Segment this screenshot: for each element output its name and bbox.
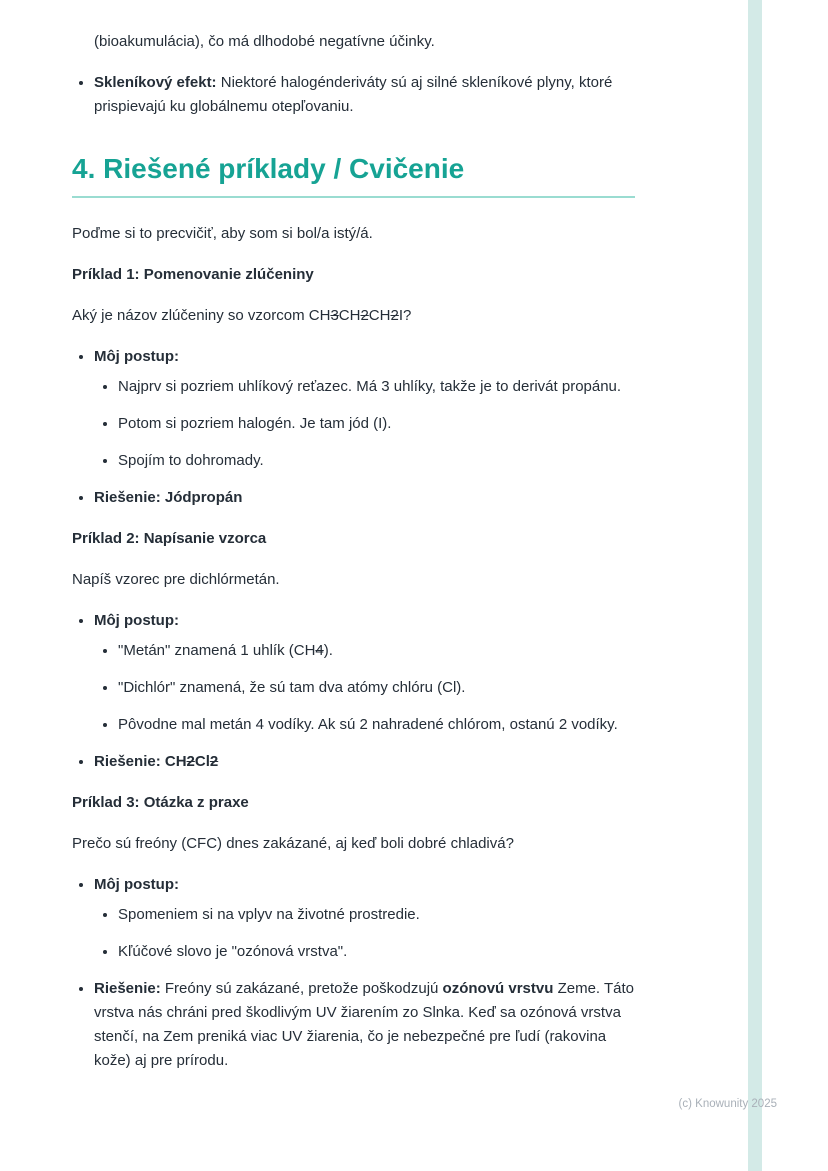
step-text: "Dichlór" znamená, že sú tam dva atómy chlóru (Cl). <box>118 679 466 697</box>
intro-list <box>72 71 635 119</box>
step-text: Spomeniem si na vplyv na životné prostredie. <box>118 906 420 924</box>
postup-label: Môj postup: <box>94 348 179 366</box>
solution-label: Riešenie: <box>94 980 161 998</box>
step-item <box>118 903 635 927</box>
step-text: Kľúčové slovo je "ozónová vrstva". <box>118 943 348 961</box>
postup-label: Môj postup: <box>94 612 179 630</box>
step-item <box>118 676 635 700</box>
section-heading: 4. Riešené príklady / Cvičenie <box>72 153 465 184</box>
greenhouse-effect-label: Skleníkový efekt: <box>94 74 217 91</box>
example1-question <box>72 304 635 328</box>
formula-subscript: 2 <box>390 307 399 325</box>
list-item-postup <box>94 609 635 737</box>
paragraph-bioaccumulation-continuation: (bioakumulácia), čo má dlhodobé negatívne účinky. <box>94 33 435 50</box>
formula-subscript: 2 <box>209 753 219 771</box>
solution-text: Cl <box>194 753 210 771</box>
scrollbar-track[interactable] <box>748 0 762 1171</box>
question-text: I? <box>398 307 412 325</box>
solution-text: Zeme. Táto vrstva nás chráni pred škodlivým UV žiarením zo Slnka. Keď sa ozónová vrstva stenčí, na Zem preniká viac UV žiarenia, čo je nebezpečné pre ľudí (rakovina kože) aj pre prírodu. <box>94 980 634 1070</box>
step-text: "Metán" znamená 1 uhlík (CH <box>118 642 316 660</box>
document-content <box>72 30 635 1090</box>
list-item-solution <box>94 977 635 1073</box>
example1-title: Príklad 1: Pomenovanie zlúčeniny <box>72 266 314 284</box>
step-text: ). <box>323 642 333 660</box>
step-item <box>118 449 635 473</box>
example3-question: Prečo sú freóny (CFC) dnes zakázané, aj keď boli dobré chladivá? <box>72 835 514 853</box>
section-divider <box>72 196 635 198</box>
example2-steps <box>94 639 635 737</box>
step-item <box>118 639 635 663</box>
list-item-postup <box>94 345 635 473</box>
example2-list <box>72 609 635 774</box>
formula-subscript: 3 <box>330 307 339 325</box>
solution-text: Riešenie: Jódpropán <box>94 489 243 507</box>
greenhouse-effect-text: Niektoré halogénderiváty sú aj silné skleníkové plyny, ktoré prispievajú ku globálnemu otepľovaniu. <box>94 74 613 115</box>
formula-subscript: 2 <box>186 753 195 771</box>
question-text: CH <box>338 307 361 325</box>
list-item-solution <box>94 486 635 510</box>
example2-question: Napíš vzorec pre dichlórmetán. <box>72 571 280 589</box>
solution-emphasis: ozónovú vrstvu <box>442 980 554 998</box>
step-item <box>118 713 635 737</box>
formula-subscript: 4 <box>315 642 324 660</box>
step-item <box>118 375 635 399</box>
step-item <box>118 412 635 436</box>
example3-steps <box>94 903 635 964</box>
example1-steps <box>94 375 635 473</box>
copyright-watermark: (c) Knowunity 2025 <box>678 1098 777 1110</box>
step-text: Potom si pozriem halogén. Je tam jód (I). <box>118 415 392 433</box>
step-item <box>118 940 635 964</box>
example3-list <box>72 873 635 1073</box>
formula-subscript: 2 <box>360 307 369 325</box>
example2-title: Príklad 2: Napísanie vzorca <box>72 530 267 548</box>
solution-text: Riešenie: CH <box>94 753 187 771</box>
list-item-postup <box>94 873 635 964</box>
postup-label: Môj postup: <box>94 876 179 894</box>
step-text: Spojím to dohromady. <box>118 452 264 470</box>
example3-title: Príklad 3: Otázka z praxe <box>72 794 249 812</box>
list-item-solution <box>94 750 635 774</box>
solution-text: Freóny sú zakázané, pretože poškodzujú <box>160 980 443 998</box>
section-lead: Poďme si to precvičiť, aby som si bol/a istý/á. <box>72 225 373 243</box>
question-text: CH <box>368 307 391 325</box>
list-item-greenhouse-effect <box>94 71 635 119</box>
step-text: Pôvodne mal metán 4 vodíky. Ak sú 2 nahradené chlórom, ostanú 2 vodíky. <box>118 716 618 734</box>
step-text: Najprv si pozriem uhlíkový reťazec. Má 3 uhlíky, takže je to derivát propánu. <box>118 378 622 396</box>
question-text: Aký je názov zlúčeniny so vzorcom CH <box>72 307 331 325</box>
example1-list <box>72 345 635 510</box>
